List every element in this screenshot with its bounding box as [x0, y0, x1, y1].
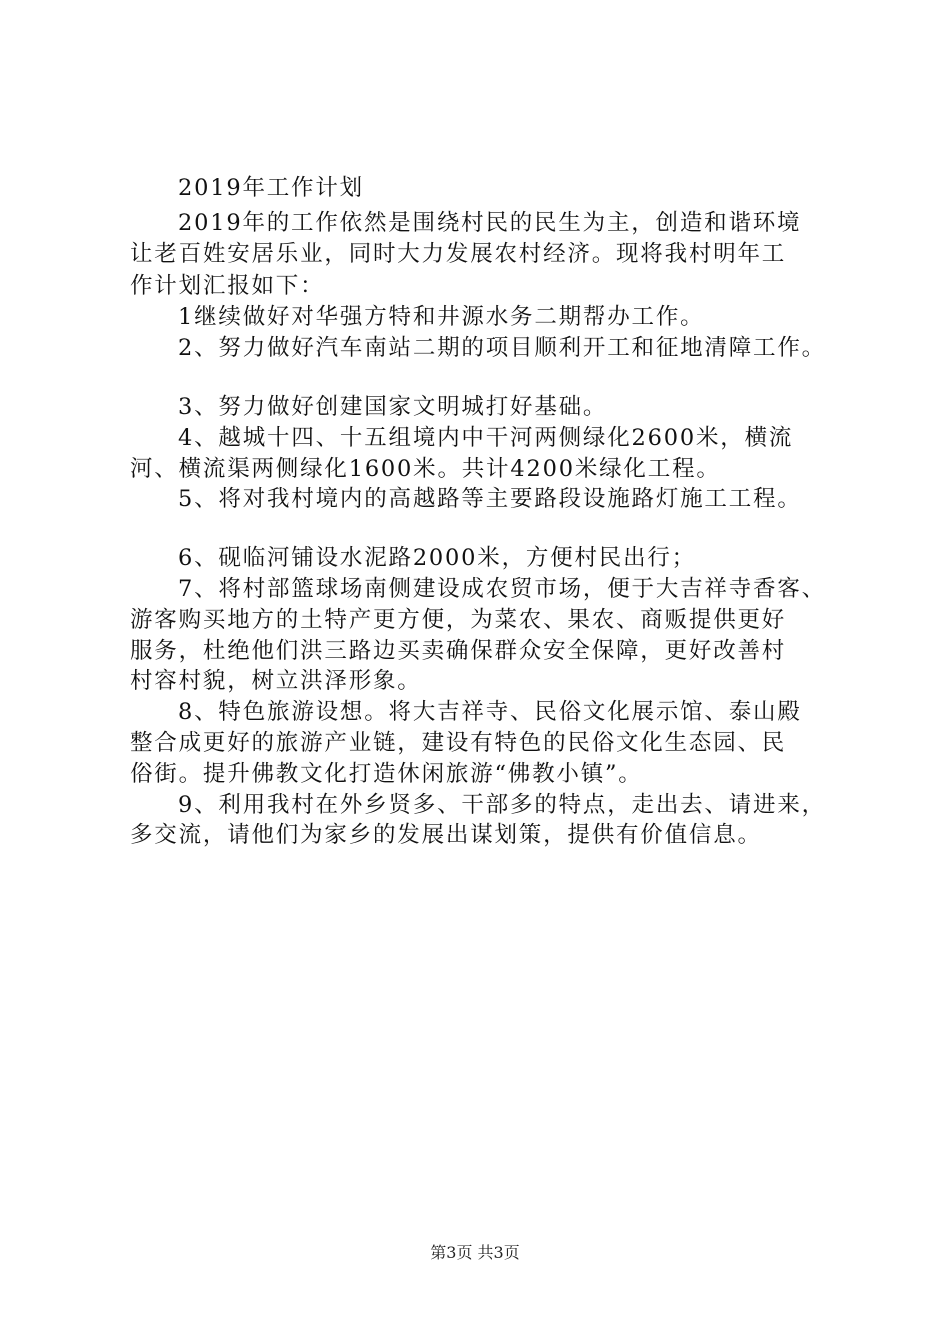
plan-item-7-line-4: 村容村貌，树立洪泽形象。: [130, 668, 422, 694]
plan-item-9-line-2: 多交流，请他们为家乡的发展出谋划策，提供有价值信息。: [130, 822, 762, 848]
plan-item-6: 6、砚临河铺设水泥路2000米，方便村民出行；: [178, 545, 696, 571]
plan-item-3: 3、努力做好创建国家文明城打好基础。: [178, 394, 608, 420]
plan-item-8-line-1: 8、特色旅游设想。将大吉祥寺、民俗文化展示馆、泰山殿: [178, 699, 802, 725]
plan-item-8-line-2: 整合成更好的旅游产业链，建设有特色的民俗文化生态园、民: [130, 730, 787, 756]
plan-item-5: 5、将对我村境内的高越路等主要路段设施路灯施工工程。: [178, 486, 802, 512]
plan-item-4-line-2: 河、横流渠两侧绿化1600米。共计4200米绿化工程。: [130, 456, 721, 482]
intro-line-2: 让老百姓安居乐业，同时大力发展农村经济。现将我村明年工: [130, 241, 787, 267]
plan-item-2: 2、努力做好汽车南站二期的项目顺利开工和征地清障工作。: [178, 335, 826, 361]
document-title: 2019年工作计划: [178, 175, 364, 201]
plan-item-9-line-1: 9、利用我村在外乡贤多、干部多的特点，走出去、请进来，: [178, 792, 826, 818]
intro-line-1: 2019年的工作依然是围绕村民的民生为主，创造和谐环境: [178, 210, 802, 236]
plan-item-7-line-1: 7、将村部篮球场南侧建设成农贸市场，便于大吉祥寺香客、: [178, 576, 826, 602]
plan-item-8-line-3: 俗街。提升佛教文化打造休闲旅游“佛教小镇”。: [130, 761, 643, 787]
plan-item-4-line-1: 4、越城十四、十五组境内中干河两侧绿化2600米，横流: [178, 425, 794, 451]
plan-item-1: 1继续做好对华强方特和井源水务二期帮办工作。: [178, 304, 705, 330]
page-number-footer: 第3页 共3页: [430, 1243, 520, 1262]
plan-item-7-line-3: 服务，杜绝他们洪三路边买卖确保群众安全保障，更好改善村: [130, 638, 787, 664]
plan-item-7-line-2: 游客购买地方的土特产更方便，为菜农、果农、商贩提供更好: [130, 607, 787, 633]
intro-line-3: 作计划汇报如下：: [130, 273, 325, 299]
